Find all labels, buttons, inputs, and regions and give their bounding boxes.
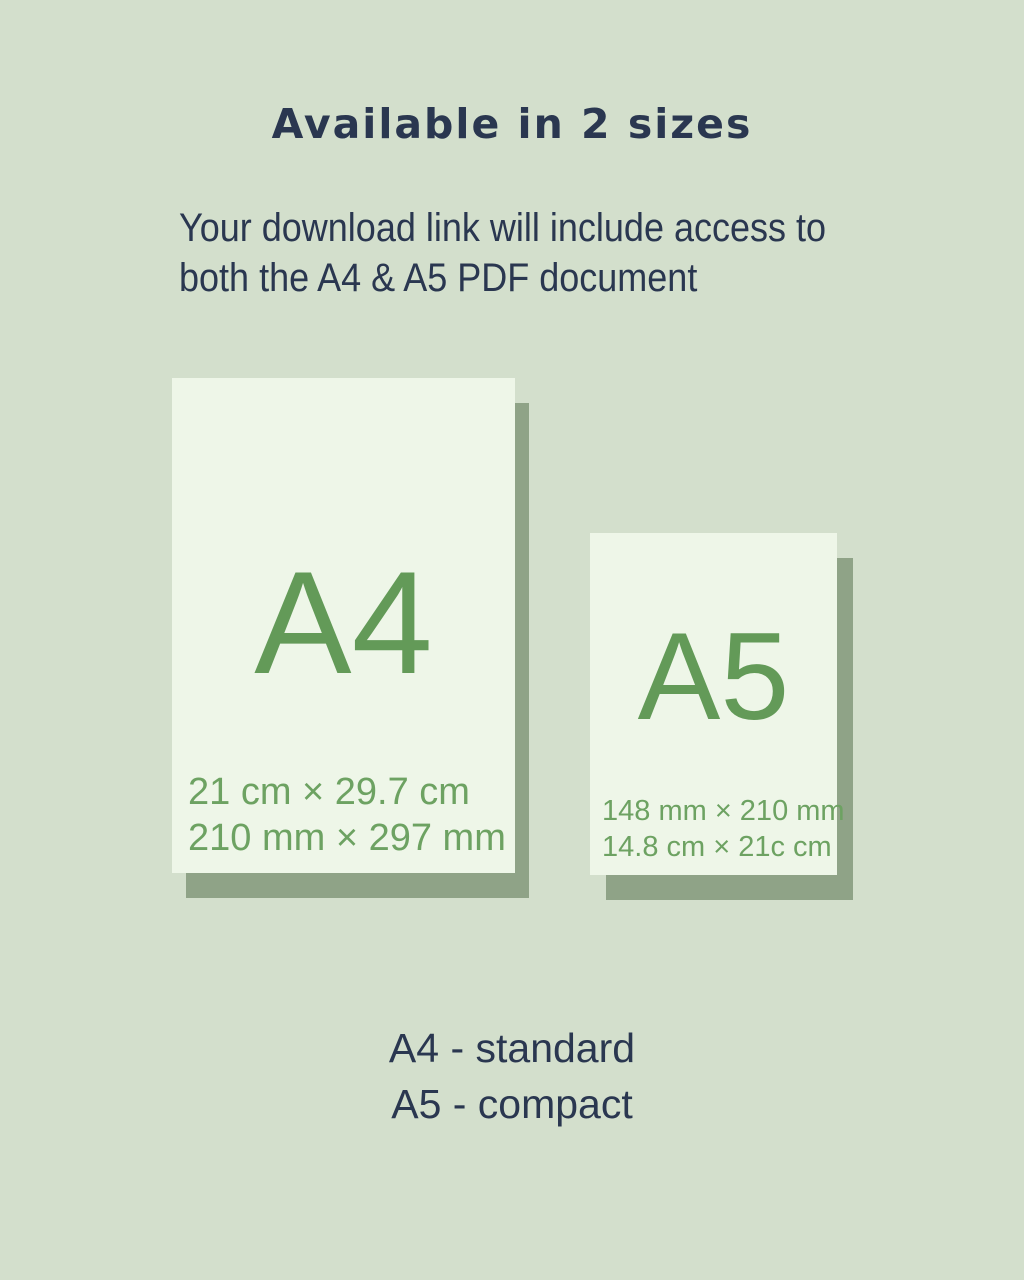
a4-size-label: A4 (254, 541, 433, 704)
a4-dimensions-cm: 21 cm × 29.7 cm (188, 771, 470, 813)
description-line-2: both the A4 & A5 PDF document (179, 256, 698, 300)
a5-paper-card (590, 533, 845, 875)
a4-dimensions-mm: 210 mm × 297 mm (188, 817, 506, 859)
a4-dimensions (188, 769, 506, 861)
a5-dimensions-mm: 148 mm × 210 mm (602, 795, 845, 827)
legend-a4-standard: A4 - standard (388, 1025, 636, 1071)
page-title: Available in 2 sizes (271, 100, 753, 148)
size-legend (0, 1020, 1024, 1132)
a4-paper-card (172, 378, 515, 873)
description-text (179, 203, 826, 303)
description-line-1: Your download link will include access to (179, 206, 827, 250)
a5-size-label: A5 (637, 608, 790, 746)
a5-dimensions (602, 793, 845, 865)
a5-dimensions-cm: 14.8 cm × 21c cm (602, 831, 832, 863)
legend-a5-compact: A5 - compact (391, 1081, 633, 1127)
